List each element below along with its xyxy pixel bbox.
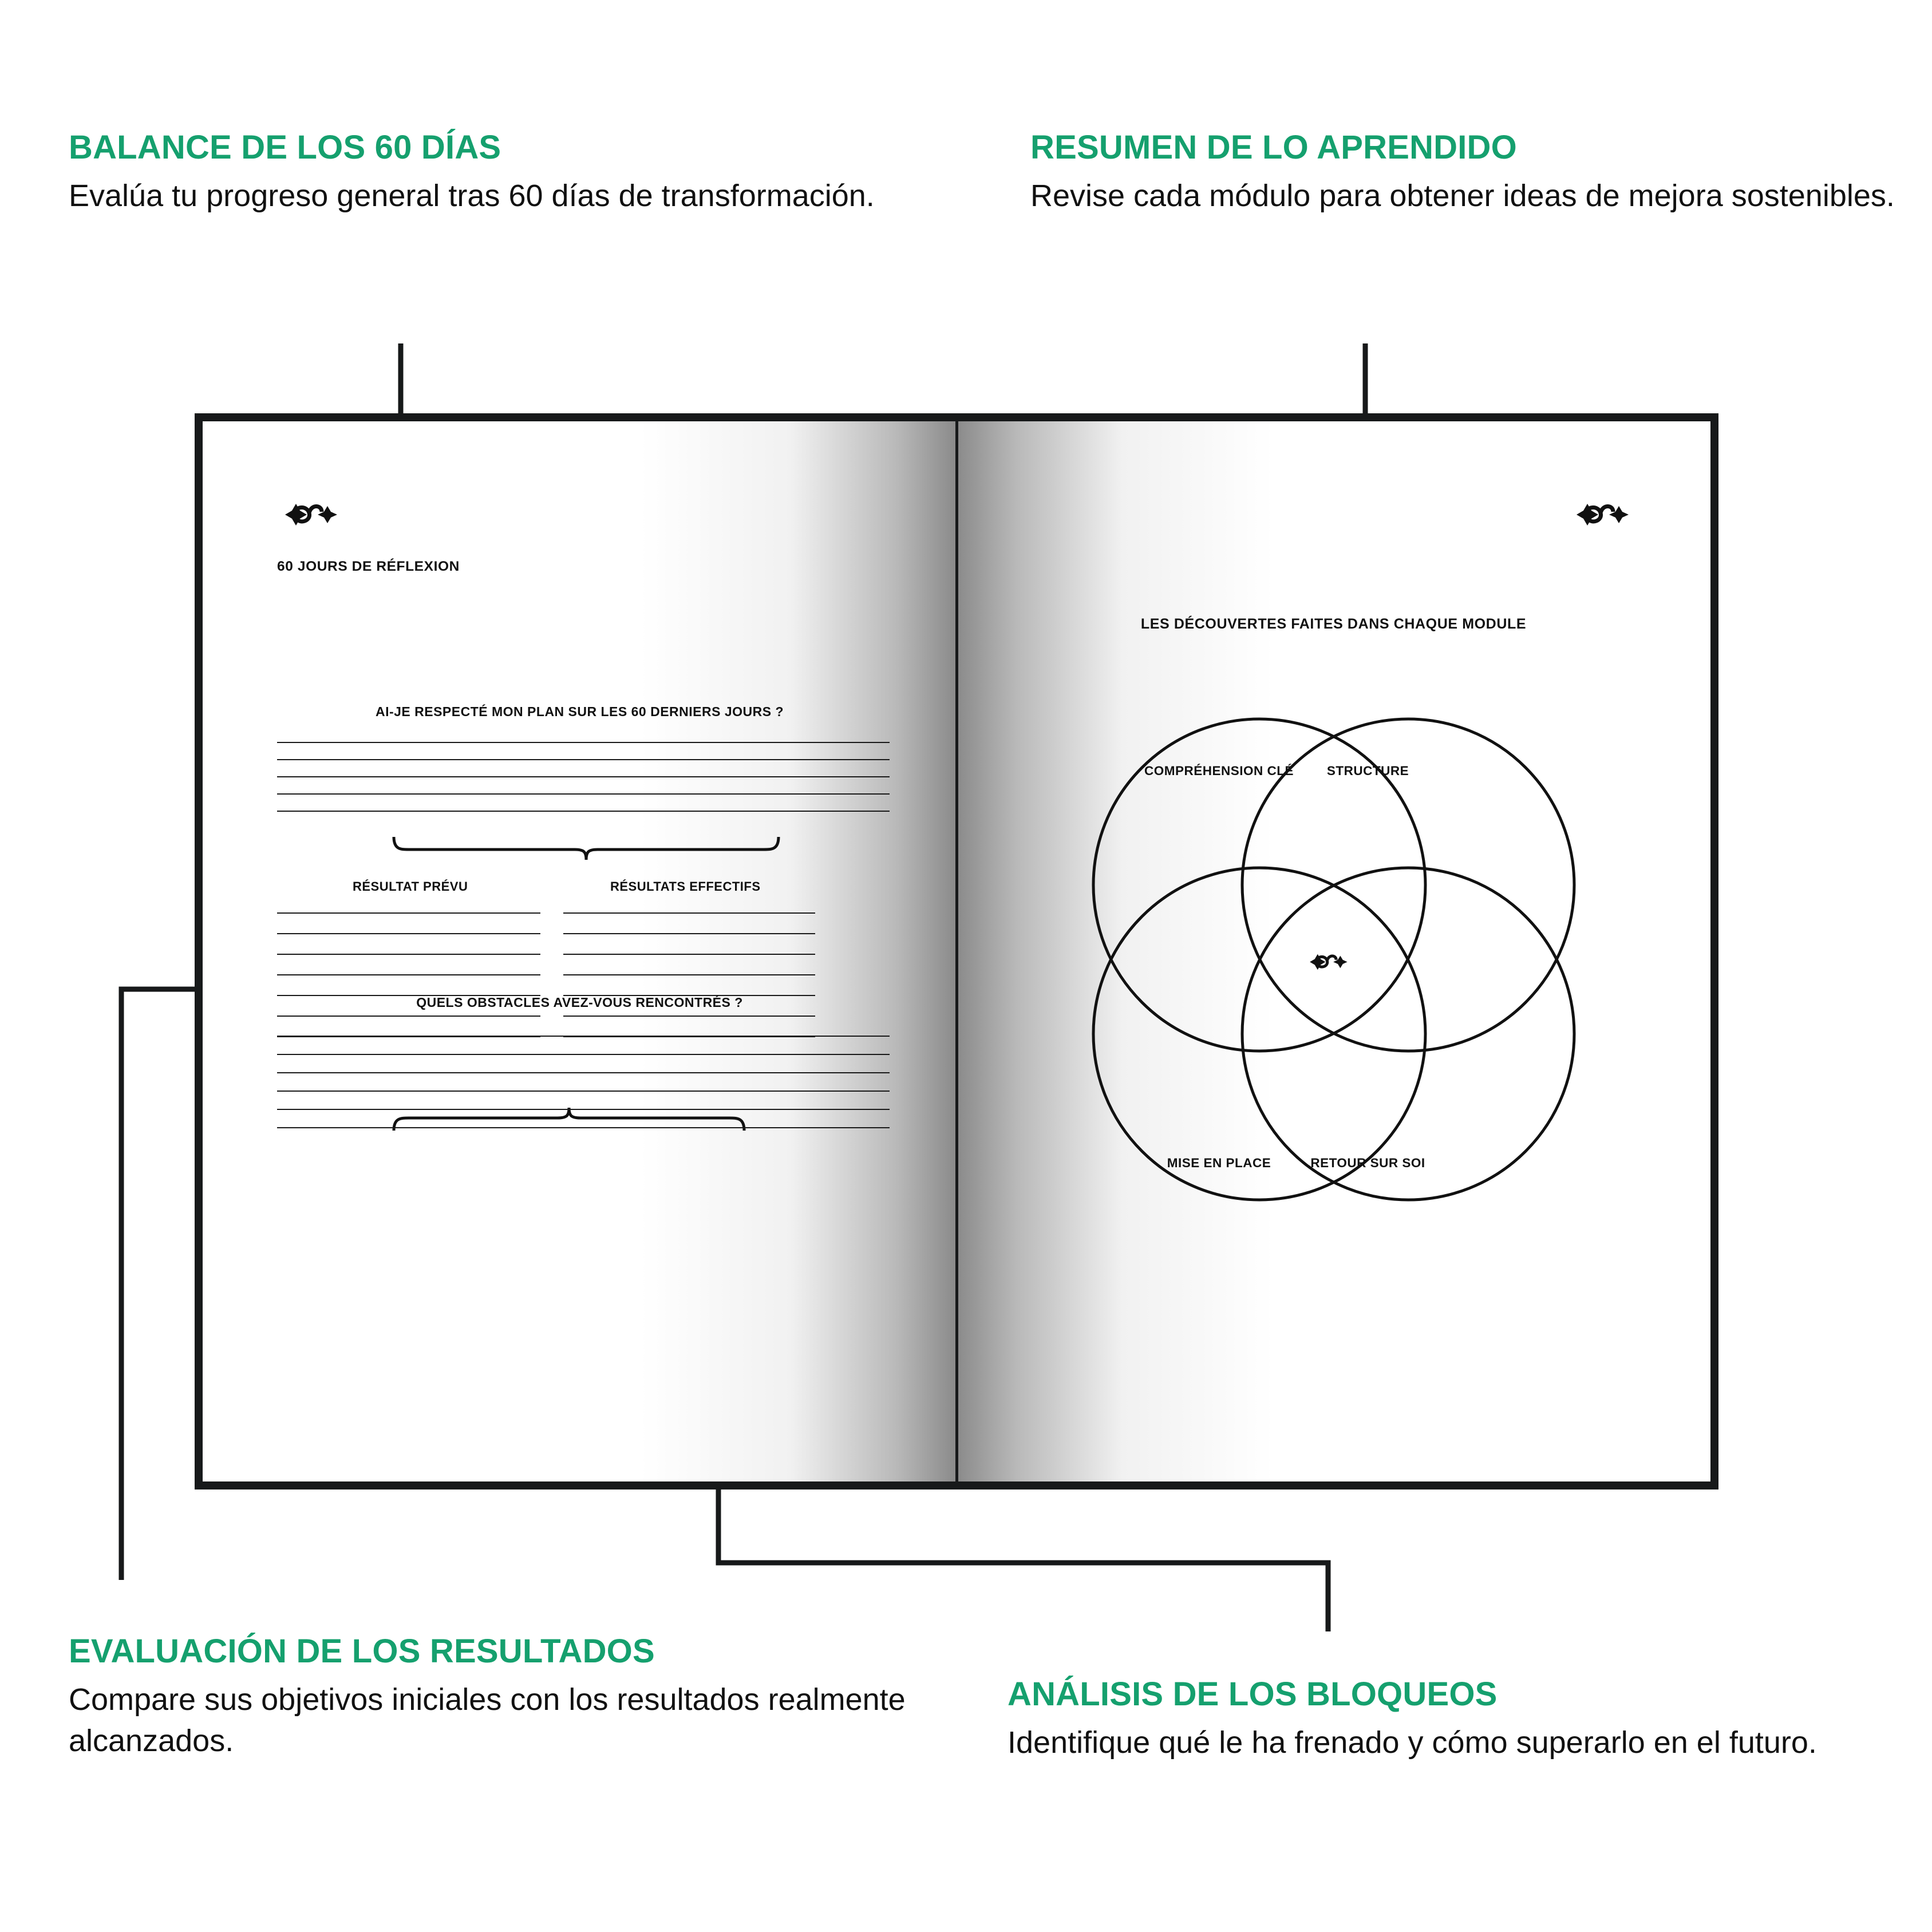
open-book-illustration: [195, 413, 1718, 1490]
writing-line: [563, 1016, 815, 1017]
callout-resumen-aprendido: [1030, 131, 1923, 217]
writing-line: [277, 1109, 890, 1110]
brace-top-icon: [392, 835, 781, 862]
writing-line: [277, 954, 540, 955]
callout-body: Compare sus objetivos iniciales con los resultados realmente alcanzados.: [69, 1682, 906, 1758]
writing-lines-column-right: [563, 912, 815, 1037]
writing-lines-bottom: [277, 1036, 890, 1128]
venn-label-structure: STRUCTURE: [1326, 764, 1409, 778]
writing-line: [563, 954, 815, 955]
callout-body: Revise cada módulo para obtener ideas de mejora sostenibles.: [1030, 178, 1895, 213]
writing-line: [277, 811, 890, 812]
venn-label-mise-en-place: MISE EN PLACE: [1167, 1156, 1271, 1170]
writing-line: [277, 742, 890, 743]
brand-sparkle-icon: [277, 489, 345, 540]
venn-circle-4: [1242, 868, 1574, 1200]
callout-title: ANÁLISIS DE LOS BLOQUEOS: [1008, 1676, 1498, 1713]
writing-line: [277, 759, 890, 760]
writing-line: [277, 912, 540, 914]
writing-lines-column-left: [277, 912, 540, 1037]
writing-line: [563, 933, 815, 934]
callout-balance-60-dias: [69, 131, 927, 217]
brand-sparkle-icon: [1568, 489, 1636, 540]
left-page-kicker: 60 JOURS DE RÉFLEXION: [277, 559, 460, 574]
right-page-kicker: LES DÉCOUVERTES FAITES DANS CHAQUE MODULE: [1140, 616, 1527, 632]
writing-line: [277, 1127, 890, 1128]
venn-circle-3: [1093, 868, 1425, 1200]
brand-sparkle-icon: [1310, 954, 1348, 970]
writing-line: [277, 1016, 540, 1017]
column-label-expected: RÉSULTAT PRÉVU: [353, 879, 468, 894]
writing-line: [277, 933, 540, 934]
callout-title: BALANCE DE LOS 60 DÍAS: [69, 129, 501, 166]
book-page-left: [203, 421, 957, 1481]
callout-title: EVALUACIÓN DE LOS RESULTADOS: [69, 1633, 655, 1670]
callout-body: Evalúa tu progreso general tras 60 días de transformación.: [69, 178, 875, 213]
writing-line: [277, 974, 540, 975]
writing-line: [563, 974, 815, 975]
writing-line: [277, 1091, 890, 1092]
callout-title: RESUMEN DE LO APRENDIDO: [1030, 129, 1517, 166]
venn-label-comprehension: COMPRÉHENSION CLÉ: [1144, 764, 1294, 778]
writing-line: [563, 912, 815, 914]
left-page-question-2: QUELS OBSTACLES AVEZ-VOUS RENCONTRÉS ?: [416, 995, 743, 1010]
book-page-right: [957, 421, 1710, 1481]
venn-label-retour-sur-soi: RETOUR SUR SOI: [1310, 1156, 1425, 1170]
writing-line: [277, 1036, 890, 1037]
callout-evaluacion-resultados: [69, 1634, 950, 1762]
callout-analisis-bloqueos: [1008, 1677, 1878, 1764]
writing-line: [277, 793, 890, 795]
four-circle-venn-diagram: [1030, 662, 1637, 1263]
callout-body: Identifique qué le ha frenado y cómo superarlo en el futuro.: [1008, 1725, 1817, 1760]
writing-line: [277, 1072, 890, 1073]
column-label-actual: RÉSULTATS EFFECTIFS: [610, 879, 761, 894]
writing-line: [277, 776, 890, 777]
left-page-question-1: AI-JE RESPECTÉ MON PLAN SUR LES 60 DERNIERS JOURS ?: [375, 704, 784, 719]
writing-line: [277, 1054, 890, 1055]
book-spine: [955, 421, 958, 1481]
writing-lines-top: [277, 742, 890, 812]
